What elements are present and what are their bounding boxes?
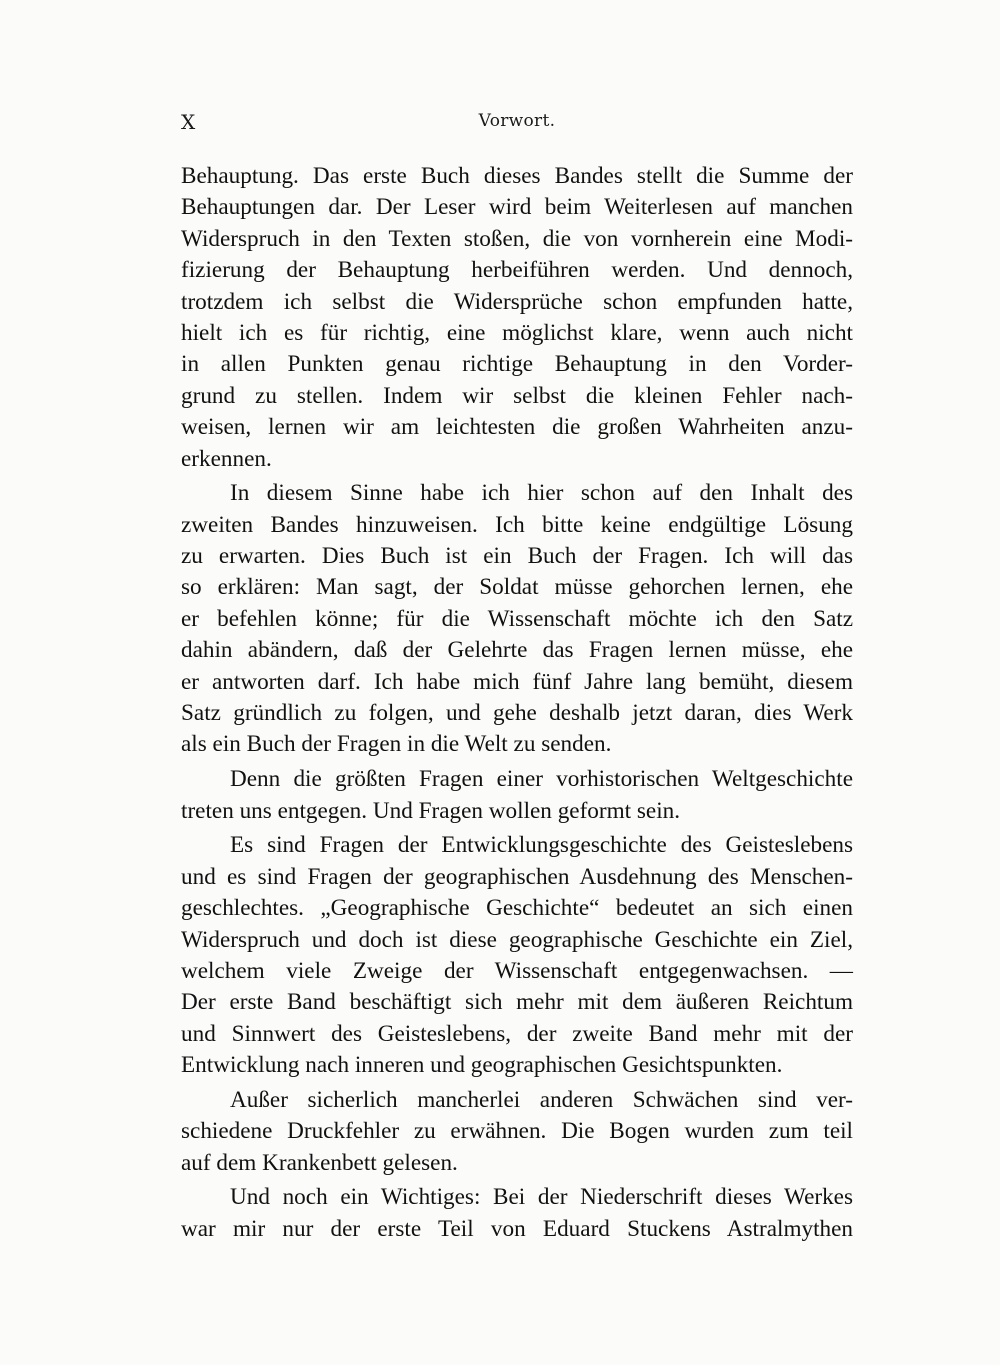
paragraph-6: [181, 1182, 853, 1245]
text-line: Denn die größten Fragen einer vorhistorischen Weltgeschichte: [230, 766, 853, 793]
text-line: Es sind Fragen der Entwicklungsgeschichte des Geisteslebens: [230, 832, 853, 859]
text-line: Und noch ein Wichtiges: Bei der Niederschrift dieses Werkes: [230, 1184, 853, 1211]
text-line: schiedene Druckfehler zu erwähnen. Die Bogen wurden zum teil: [181, 1118, 853, 1145]
text-line: Entwicklung nach inneren und geographischen Gesichtspunkten.: [181, 1052, 783, 1079]
text-line: Behauptung. Das erste Buch dieses Bandes stellt die Summe der: [181, 163, 853, 189]
paragraph-3: [181, 764, 853, 827]
text-line: geschlechtes. „Geographische Geschichte“ bedeutet an sich einen: [181, 895, 853, 922]
text-line: zu erwarten. Dies Buch ist ein Buch der Fragen. Ich will das: [181, 543, 853, 570]
page-header: [181, 108, 853, 138]
paragraph-5: [181, 1085, 853, 1179]
text-line: dahin abändern, daß der Gelehrte das Fragen lernen müsse, ehe: [181, 637, 853, 664]
text-line: Behauptungen dar. Der Leser wird beim Weiterlesen auf manchen: [181, 194, 853, 221]
body-text: [181, 161, 853, 1249]
text-line: in allen Punkten genau richtige Behauptung in den Vorder-: [181, 351, 853, 378]
text-line: so erklären: Man sagt, der Soldat müsse gehorchen lernen, ehe: [181, 574, 853, 601]
text-line: grund zu stellen. Indem wir selbst die kleinen Fehler nach-: [181, 382, 853, 409]
text-line: Widerspruch und doch ist diese geographische Geschichte ein Ziel,: [181, 926, 853, 953]
text-line: trotzdem ich selbst die Widersprüche schon empfunden hatte,: [181, 288, 853, 315]
text-line: welchem viele Zweige der Wissenschaft entgegenwachsen. —: [181, 957, 853, 984]
text-line: war mir nur der erste Teil von Eduard Stuckens Astralmythen: [181, 1215, 853, 1242]
text-line: In diesem Sinne habe ich hier schon auf den Inhalt des: [230, 480, 853, 507]
text-line: er antworten darf. Ich habe mich fünf Jahre lang bemüht, diesem: [181, 668, 853, 695]
text-line: treten uns entgegen. Und Fragen wollen geformt sein.: [181, 797, 681, 824]
text-line: und es sind Fragen der geographischen Ausdehnung des Menschen-: [181, 863, 853, 890]
text-line: Satz gründlich zu folgen, und gehe deshalb jetzt daran, dies Werk: [181, 700, 853, 727]
text-line: als ein Buch der Fragen in die Welt zu senden.: [181, 731, 612, 758]
paragraph-1: [181, 161, 853, 475]
text-line: Außer sicherlich mancherlei anderen Schwächen sind ver-: [230, 1086, 853, 1113]
text-line: erkennen.: [181, 445, 272, 472]
text-line: auf dem Krankenbett gelesen.: [181, 1149, 458, 1176]
running-title: Vorwort.: [478, 111, 556, 131]
text-line: Der erste Band beschäftigt sich mehr mit dem äußeren Reichtum: [181, 989, 853, 1016]
paragraph-4: [181, 830, 853, 1081]
page-number: X: [181, 110, 196, 134]
text-line: fizierung der Behauptung herbeiführen werden. Und dennoch,: [181, 257, 853, 284]
text-line: zweiten Bandes hinzuweisen. Ich bitte keine endgültige Lösung: [181, 511, 853, 538]
text-line: er befehlen könne; für die Wissenschaft möchte ich den Satz: [181, 605, 853, 632]
text-line: Widerspruch in den Texten stoßen, die von vornherein eine Modi-: [181, 225, 853, 252]
paragraph-2: [181, 478, 853, 761]
text-line: und Sinnwert des Geisteslebens, der zweite Band mehr mit der: [181, 1020, 853, 1047]
text-line: hielt ich es für richtig, eine möglichst klare, wenn auch nicht: [181, 319, 853, 346]
text-line: weisen, lernen wir am leichtesten die großen Wahrheiten anzu-: [181, 414, 853, 441]
